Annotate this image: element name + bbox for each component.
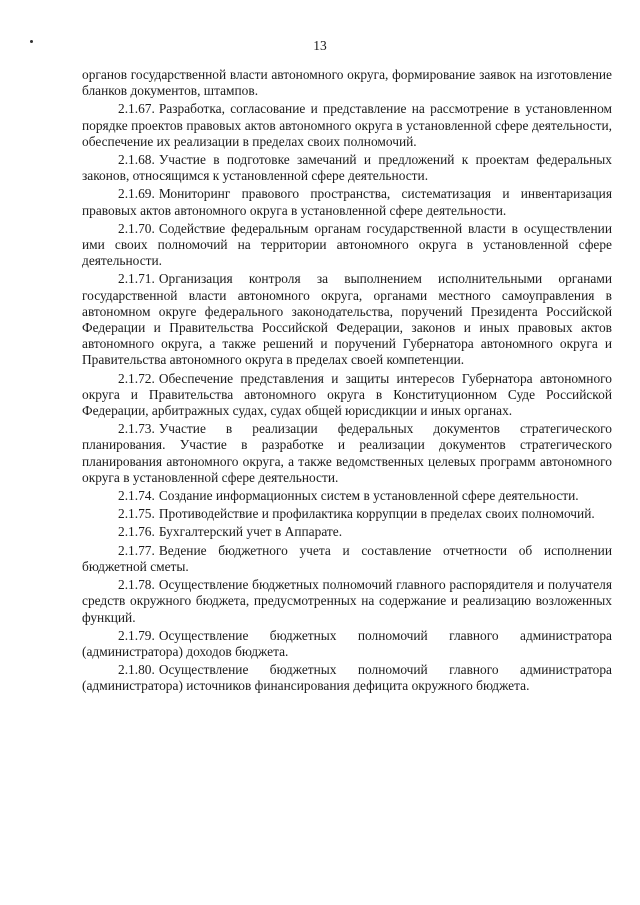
paragraph-text: Создание информационных систем в установленной сфере деятельности. xyxy=(158,488,579,504)
paragraph-text: Ведение бюджетного учета и составление отчетности об исполнении бюджетной сметы. xyxy=(82,542,612,574)
paragraph-2-1-69 xyxy=(82,186,612,218)
paragraph-2-1-70 xyxy=(82,221,612,270)
paragraph-number: 2.1.77. xyxy=(118,542,155,558)
paragraph-text: Обеспечение представления и защиты интересов Губернатора автономного округа и Правительства автономного округа в Конституционном Суде Российской Федерации, арбитражных судах, судах общей юрисдикции и иных органах. xyxy=(82,370,612,419)
paragraph-2-1-77 xyxy=(82,543,612,575)
paragraph-number: 2.1.75. xyxy=(118,506,155,522)
paragraph-continuation xyxy=(82,67,612,99)
paragraph-number: 2.1.70. xyxy=(118,220,155,236)
page-number: 13 xyxy=(313,38,327,53)
paragraph-number: 2.1.78. xyxy=(118,577,155,593)
paragraph-text: Разработка, согласование и представление на рассмотрение в установленном порядке проектов правовых актов автономного округа в установленной сфере деятельности, обеспечение их реализации в пределах своих полномочий. xyxy=(82,101,612,149)
paragraph-2-1-71 xyxy=(82,271,612,368)
paragraph-2-1-74 xyxy=(82,488,612,504)
paragraph-2-1-75 xyxy=(82,506,612,522)
paragraph-number: 2.1.68. xyxy=(118,152,155,168)
paragraph-text: Осуществление бюджетных полномочий главного распорядителя и получателя средств окружного бюджета, предусмотренных на содержание и реализацию возложенных функций. xyxy=(82,577,612,625)
paragraph-2-1-78 xyxy=(82,577,612,626)
paragraph-2-1-76 xyxy=(82,524,612,540)
document-body xyxy=(82,67,612,697)
paragraph-text: Противодействие и профилактика коррупции в пределах своих полномочий. xyxy=(158,506,595,522)
paragraph-text: Осуществление бюджетных полномочий главного администратора (администратора) источников финансирования дефицита окружного бюджета. xyxy=(82,662,612,694)
paragraph-number: 2.1.73. xyxy=(118,421,155,437)
paragraph-2-1-73 xyxy=(82,421,612,486)
paragraph-text: Содействие федеральным органам государственной власти в осуществлении ими своих полномочий на территории автономного округа в установленной сфере деятельности. xyxy=(82,220,612,269)
paragraph-text: Участие в подготовке замечаний и предложений к проектам федеральных законов, относящимся к установленной сфере деятельности. xyxy=(82,152,612,184)
paragraph-number: 2.1.72. xyxy=(118,370,155,386)
paragraph-number: 2.1.80. xyxy=(118,662,155,678)
paragraph-2-1-79 xyxy=(82,628,612,660)
paragraph-text: Организация контроля за выполнением исполнительными органами государственной власти автономного округа, органами местного самоуправления в автономном округе федерального законодательства, поручений Президента Российской Федерации и Правительства Российской Федерации, законов и иных правовых актов автономного округа, а также решений и поручений Губернатора автономного округа и Правительства автономного округа в пределах своей компетенции. xyxy=(82,271,612,368)
paragraph-number: 2.1.71. xyxy=(118,271,155,287)
paragraph-2-1-67 xyxy=(82,101,612,150)
paragraph-text: Мониторинг правового пространства, систематизация и инвентаризация правовых актов автономного округа в установленной сфере деятельности. xyxy=(82,186,612,218)
paragraph-text: органов государственной власти автономного округа, формирование заявок на изготовление бланков документов, штампов. xyxy=(82,67,612,99)
paragraph-2-1-68 xyxy=(82,152,612,184)
paragraph-text: Бухгалтерский учет в Аппарате. xyxy=(158,524,343,540)
paragraph-text: Участие в реализации федеральных документов стратегического планирования. Участие в разработке и реализации документов стратегического планирования автономного округа, а также ведомственных целевых программ автономного округа в установленной сфере деятельности. xyxy=(82,421,612,485)
paragraph-2-1-72 xyxy=(82,371,612,420)
paragraph-2-1-80 xyxy=(82,662,612,694)
paragraph-text: Осуществление бюджетных полномочий главного администратора (администратора) доходов бюджета. xyxy=(82,627,612,659)
paragraph-number: 2.1.76. xyxy=(118,524,155,540)
paragraph-number: 2.1.74. xyxy=(118,488,155,504)
paragraph-number: 2.1.79. xyxy=(118,627,155,643)
paragraph-number: 2.1.67. xyxy=(118,101,155,117)
paragraph-number: 2.1.69. xyxy=(118,186,155,202)
